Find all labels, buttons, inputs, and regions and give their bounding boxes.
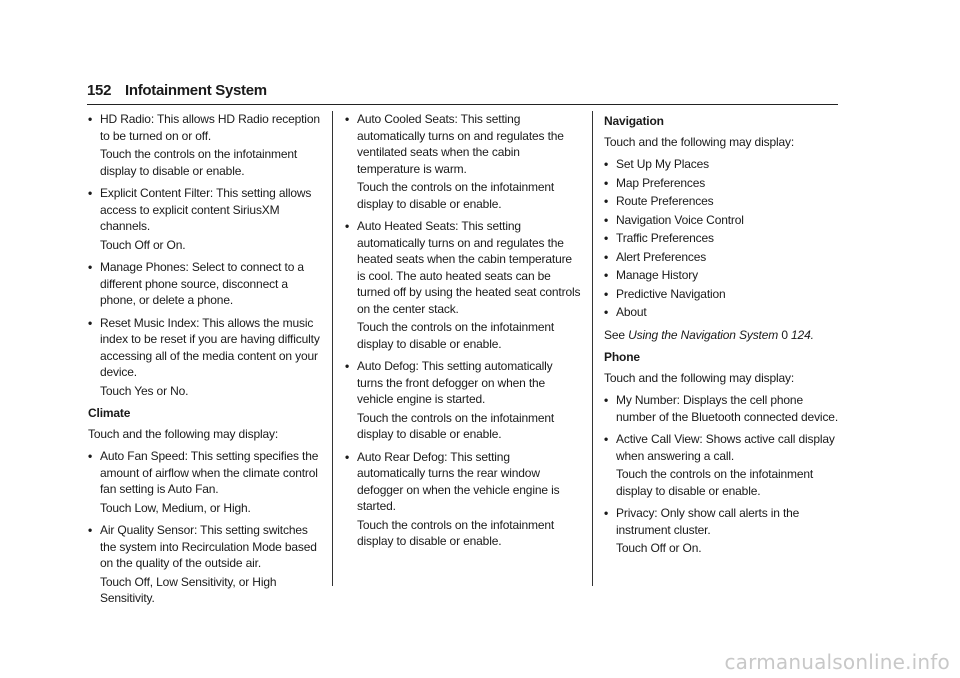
list-item-auto-rear-defog: • Auto Rear Defog: This setting automatically turns the rear window defogger on when the vehicle engine is started. <box>345 449 581 515</box>
nav-item: • Set Up My Places <box>604 156 844 173</box>
nav-item: • About <box>604 304 844 321</box>
phone-intro: Touch and the following may display: <box>604 370 795 385</box>
list-item-reset-music-index: • Reset Music Index: This allows the music index to be reset if you are having difficulty accessing all of the media content on your device. <box>88 315 324 381</box>
air-quality-note: Touch Off, Low Sensitivity, or High Sensitivity. <box>100 574 277 605</box>
nav-item: • Route Preferences <box>604 193 844 210</box>
see-reference-page: 124. <box>791 327 814 342</box>
list-item-auto-cooled-seats: • Auto Cooled Seats: This setting automatically turns on and regulates the ventilated seats when the cabin temperature is warm. <box>345 111 581 177</box>
navigation-heading: Navigation <box>604 114 664 128</box>
climate-heading: Climate <box>88 406 131 420</box>
section-title: Infotainment System <box>125 82 267 99</box>
list-item-auto-heated-seats: • Auto Heated Seats: This setting automatically turns on and regulates the heated seats when the cabin temperature is cool. The auto heated seats can be turned off by using the heated seat controls on the center stack. <box>345 218 581 317</box>
list-item-hd-radio: • HD Radio: This allows HD Radio reception to be turned on or off. <box>88 111 324 144</box>
list-item-privacy: • Privacy: Only show call alerts in the instrument cluster. <box>604 505 844 538</box>
list-item-air-quality-sensor: • Air Quality Sensor: This setting switches the system into Recirculation Mode based on the quality of the outside air. <box>88 522 324 572</box>
see-prefix: See <box>604 327 625 342</box>
list-item-auto-defog: • Auto Defog: This setting automatically turns the front defogger on when the vehicle engine is started. <box>345 358 581 408</box>
privacy-note: Touch Off or On. <box>616 541 702 555</box>
see-reference <box>604 327 844 344</box>
heated-seats-note: Touch the controls on the infotainment display to disable or enable. <box>357 320 555 351</box>
column-1 <box>88 111 324 611</box>
nav-item: • Navigation Voice Control <box>604 212 844 229</box>
reset-music-note: Touch Yes or No. <box>100 383 189 398</box>
column-3 <box>604 111 844 561</box>
list-item-auto-fan-speed: • Auto Fan Speed: This setting specifies the amount of airflow when the climate control fan setting is Auto Fan. <box>88 448 324 498</box>
watermark-text: carmanualsonline.info <box>724 650 950 674</box>
nav-item: • Manage History <box>604 267 844 284</box>
nav-item: • Map Preferences <box>604 175 844 192</box>
see-reference-link[interactable]: Using the Navigation System <box>628 327 779 342</box>
nav-item: • Traffic Preferences <box>604 230 844 247</box>
phone-heading: Phone <box>604 350 640 364</box>
cooled-seats-note: Touch the controls on the infotainment display to disable or enable. <box>357 180 555 211</box>
column-2 <box>345 111 581 554</box>
nav-item: • Alert Preferences <box>604 249 844 266</box>
list-item-my-number: • My Number: Displays the cell phone number of the Bluetooth connected device. <box>604 392 844 425</box>
rear-defog-note: Touch the controls on the infotainment display to disable or enable. <box>357 517 555 548</box>
list-item-manage-phones: • Manage Phones: Select to connect to a different phone source, disconnect a phone, or delete a phone. <box>88 259 324 309</box>
hd-radio-note: Touch the controls on the infotainment display to disable or enable. <box>100 147 298 178</box>
column-divider-1 <box>332 111 333 586</box>
active-call-note: Touch the controls on the infotainment display to disable or enable. <box>616 467 814 498</box>
auto-fan-note: Touch Low, Medium, or High. <box>100 500 251 515</box>
climate-intro: Touch and the following may display: <box>88 426 279 441</box>
page-header <box>87 82 838 105</box>
page-number: 152 <box>87 82 112 99</box>
page-ref-arrow-icon: 0 <box>781 327 788 342</box>
page-footer <box>0 650 960 678</box>
explicit-filter-note: Touch Off or On. <box>100 237 186 252</box>
list-item-explicit-filter: • Explicit Content Filter: This setting allows access to explicit content SiriusXM channels. <box>88 185 324 235</box>
column-divider-2 <box>592 111 593 586</box>
list-item-active-call-view: • Active Call View: Shows active call display when answering a call. <box>604 431 844 464</box>
auto-defog-note: Touch the controls on the infotainment display to disable or enable. <box>357 410 555 441</box>
nav-item: • Predictive Navigation <box>604 286 844 303</box>
navigation-intro: Touch and the following may display: <box>604 134 795 149</box>
